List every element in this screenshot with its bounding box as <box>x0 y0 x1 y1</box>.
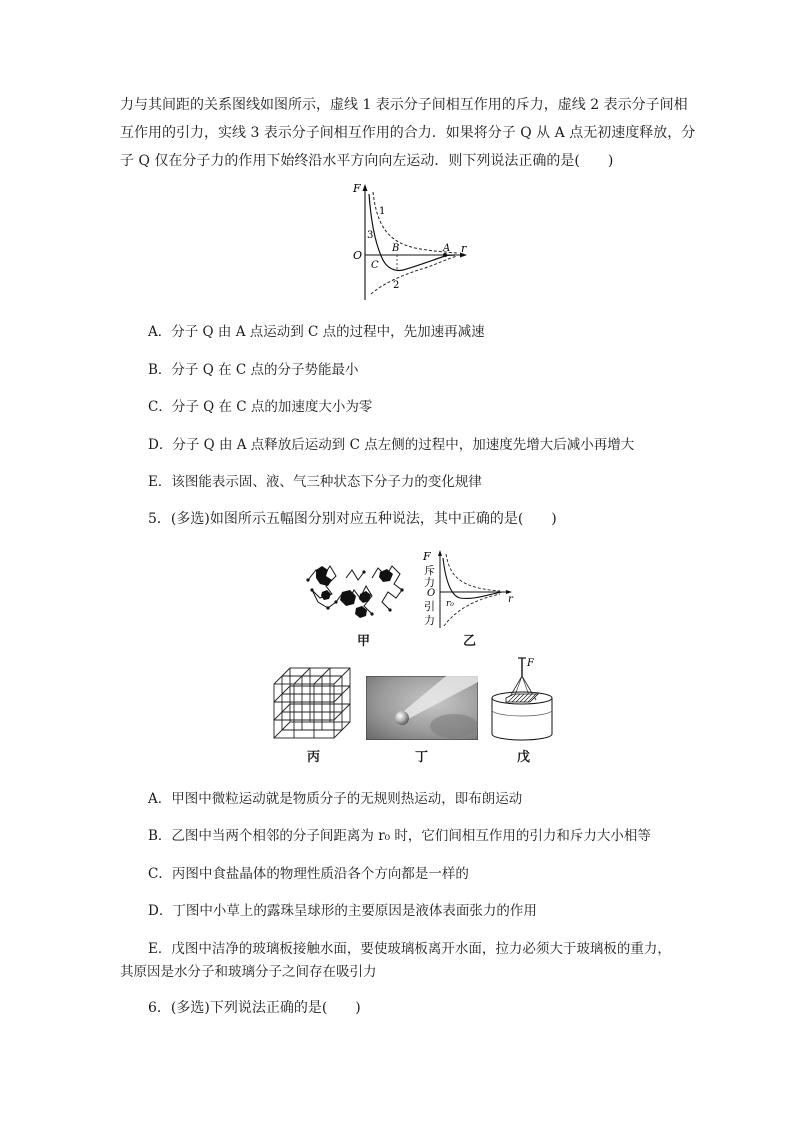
curve1-label: 1 <box>379 206 386 217</box>
q5-option-d: D．丁图中小草上的露珠呈球形的主要原因是液体表面张力的作用 <box>148 903 537 919</box>
yi-yinli-2: 力 <box>424 614 435 627</box>
brownian-motion-figure <box>302 558 412 626</box>
glass-plate <box>506 694 538 702</box>
caption-wu: 戊 <box>517 750 531 765</box>
q5-option-e-line2: 其原因是水分子和玻璃分子之间存在吸引力 <box>120 964 377 980</box>
intro-line-3: 子 Q 仅在分子力的作用下始终沿水平方向向左运动．则下列说法正确的是( ) <box>120 153 614 169</box>
caption-jia: 甲 <box>357 634 371 649</box>
yi-f: F <box>423 550 431 563</box>
yi-chili-1: 斥 <box>424 564 435 577</box>
caption-yi: 乙 <box>463 634 477 649</box>
yi-chili-2: 力 <box>424 576 435 589</box>
a-label: A <box>443 243 451 254</box>
q4-option-c: C．分子 Q 在 C 点的加速度大小为零 <box>148 399 373 415</box>
yi-yinli-1: 引 <box>424 600 435 613</box>
q5-stem: 5．(多选)如图所示五幅图分别对应五种说法，其中正确的是( ) <box>148 511 557 527</box>
glass-plate-figure <box>486 654 558 742</box>
force-distance-figure <box>345 182 475 304</box>
q5-option-b: B．乙图中当两个相邻的分子间距离为 r₀ 时，它们间相互作用的引力和斥力大小相等 <box>148 828 651 844</box>
yi-r: r <box>508 594 513 605</box>
caption-ding: 丁 <box>415 750 429 765</box>
q6-stem: 6．(多选)下列说法正确的是( ) <box>148 1000 361 1016</box>
q4-option-b: B．分子 Q 在 C 点的分子势能最小 <box>148 362 359 378</box>
intro-line-2: 互作用的引力，实线 3 表示分子间相互作用的合力．如果将分子 Q 从 A 点无初速度释放，分 <box>120 125 696 141</box>
wu-f: F <box>527 658 534 669</box>
intro-line-1: 力与其间距的关系图线如图所示，虚线 1 表示分子间相互作用的斥力，虚线 2 表示分子间相 <box>120 97 688 113</box>
curve2-label: 2 <box>393 280 400 291</box>
crystal-lattice-figure <box>268 664 358 742</box>
dew-drop-photo <box>366 676 478 740</box>
curve3-label: 3 <box>367 230 374 241</box>
molecular-force-figure <box>420 548 520 630</box>
b-label: B <box>392 243 400 254</box>
y-axis-arrow <box>363 184 368 191</box>
yi-o: O <box>427 588 436 599</box>
yi-r0: r₀ <box>446 599 454 609</box>
q4-option-d: D．分子 Q 由 A 点释放后运动到 C 点左侧的过程中，加速度先增大后减小再增大 <box>148 437 635 453</box>
r-label: r <box>461 242 467 255</box>
c-label: C <box>371 260 379 271</box>
q5-option-a: A．甲图中微粒运动就是物质分子的无规则热运动，即布朗运动 <box>148 791 523 807</box>
q5-option-e-line1: E．戊图中洁净的玻璃板接触水面，要使玻璃板离开水面，拉力必须大于玻璃板的重力， <box>148 941 671 957</box>
q4-option-e: E．该图能表示固、液、气三种状态下分子力的变化规律 <box>148 474 482 490</box>
q5-option-c: C．丙图中食盐晶体的物理性质沿各个方向都是一样的 <box>148 866 469 882</box>
o-label: O <box>353 249 363 262</box>
f-label: F <box>353 182 361 195</box>
caption-bing: 丙 <box>307 750 321 765</box>
q4-option-a: A．分子 Q 由 A 点运动到 C 点的过程中，先加速再减速 <box>148 324 485 340</box>
